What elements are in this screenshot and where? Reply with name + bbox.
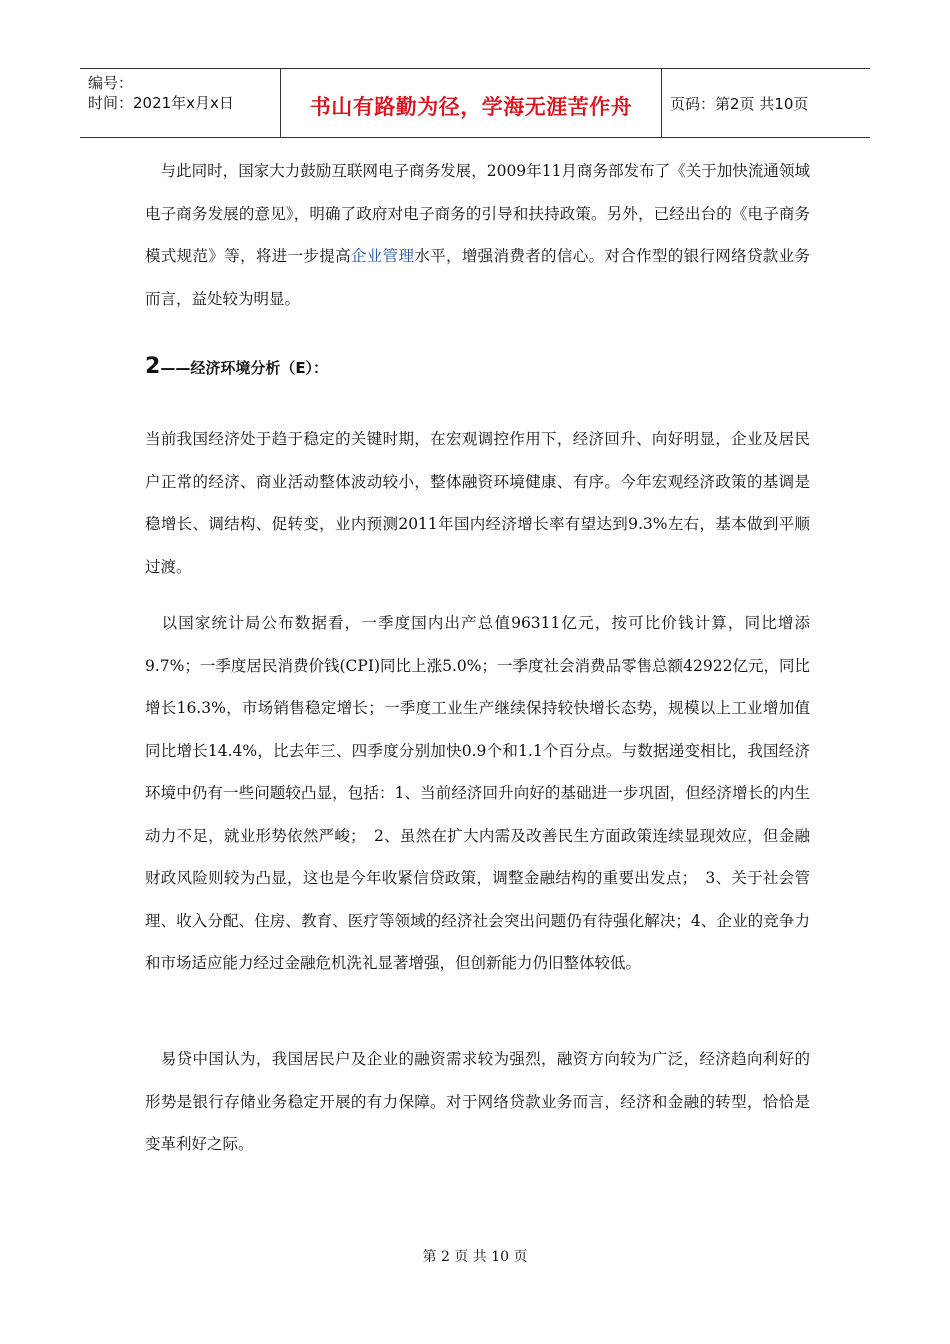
page-footer: 第 2 页 共 10 页 — [422, 1249, 528, 1265]
header-page-code: 页码：第2页 共10页 — [670, 95, 809, 113]
paragraph-ecommerce-policy — [145, 150, 810, 320]
paragraph-text: 水平，增强消费者的信心。对合作型的银行网络贷款业务而言，益处较为明显。 — [145, 247, 810, 308]
paragraph-conclusion: 易贷中国认为，我国居民户及企业的融资需求较为强烈，融资方向较为广泛，经济趋向利好的形势是银行存储业务稳定开展的有力保障。对于网络贷款业务而言，经济和金融的转型，恰恰是变革利好之际。 — [145, 1050, 810, 1153]
section-heading — [145, 354, 328, 379]
paragraph-economic-overview: 当前我国经济处于趋于稳定的关键时期，在宏观调控作用下，经济回升、向好明显，企业及居民户正常的经济、商业活动整体波动较小，整体融资环境健康、有序。今年宏观经济政策的基调是稳增长、调结构、促转变，业内预测2011年国内经济增长率有望达到9.3%左右，基本做到平顺过渡。 — [145, 430, 810, 576]
enterprise-management-link[interactable]: 企业管理 — [350, 247, 415, 265]
header-motto: 书山有路勤为径，学海无涯苦作舟 — [309, 95, 633, 119]
doc-number-label: 编号： — [88, 74, 134, 92]
page-header — [80, 68, 870, 138]
paragraph-text: 与此同时，国家大力鼓励互联网电子商务发展，2009年11月商务部发布了《关于加快流通领域电子商务发展的意见》，明确了政府对电子商务的引导和扶持政策。另外，已经出台的《电子商务模式规范》等，将进一步提高 — [145, 162, 810, 265]
section-title: ——经济环境分析（E）： — [160, 359, 329, 377]
header-motto-cell — [281, 69, 662, 137]
doc-date-label: 时间：2021年x月x日 — [88, 94, 234, 112]
section-number: 2 — [145, 354, 161, 379]
header-page-cell — [662, 69, 870, 137]
paragraph-statistics: 以国家统计局公布数据看，一季度国内出产总值96311亿元，按可比价钱计算，同比增添9.7%；一季度居民消费价钱(CPI)同比上涨5.0%；一季度社会消费品零售总额42922亿元，同比增长16.3%，市场销售稳定增长；一季度工业生产继续保持较快增长态势，规模以上工业增加值同比增长14.4%，比去年三、四季度分别加快0.9个和1.1个百分点。与数据递变相比，我国经济环境中仍有一些问题较凸显，包括：1、当前经济回升向好的基础进一步巩固，但经济增长的内生动力不足，就业形势依然严峻； 2、虽然在扩大内需及改善民生方面政策连续显现效应，但金融财政风险则较为凸显，这也是今年收紧信贷政策，调整金融结构的重要出发点； 3、关于社会管理、收入分配、住房、教育、医疗等领域的经济社会突出问题仍有待强化解决；4、企业的竞争力和市场适应能力经过金融危机洗礼显著增强，但创新能力仍旧整体较低。 — [145, 614, 810, 972]
header-meta-cell — [80, 69, 281, 137]
